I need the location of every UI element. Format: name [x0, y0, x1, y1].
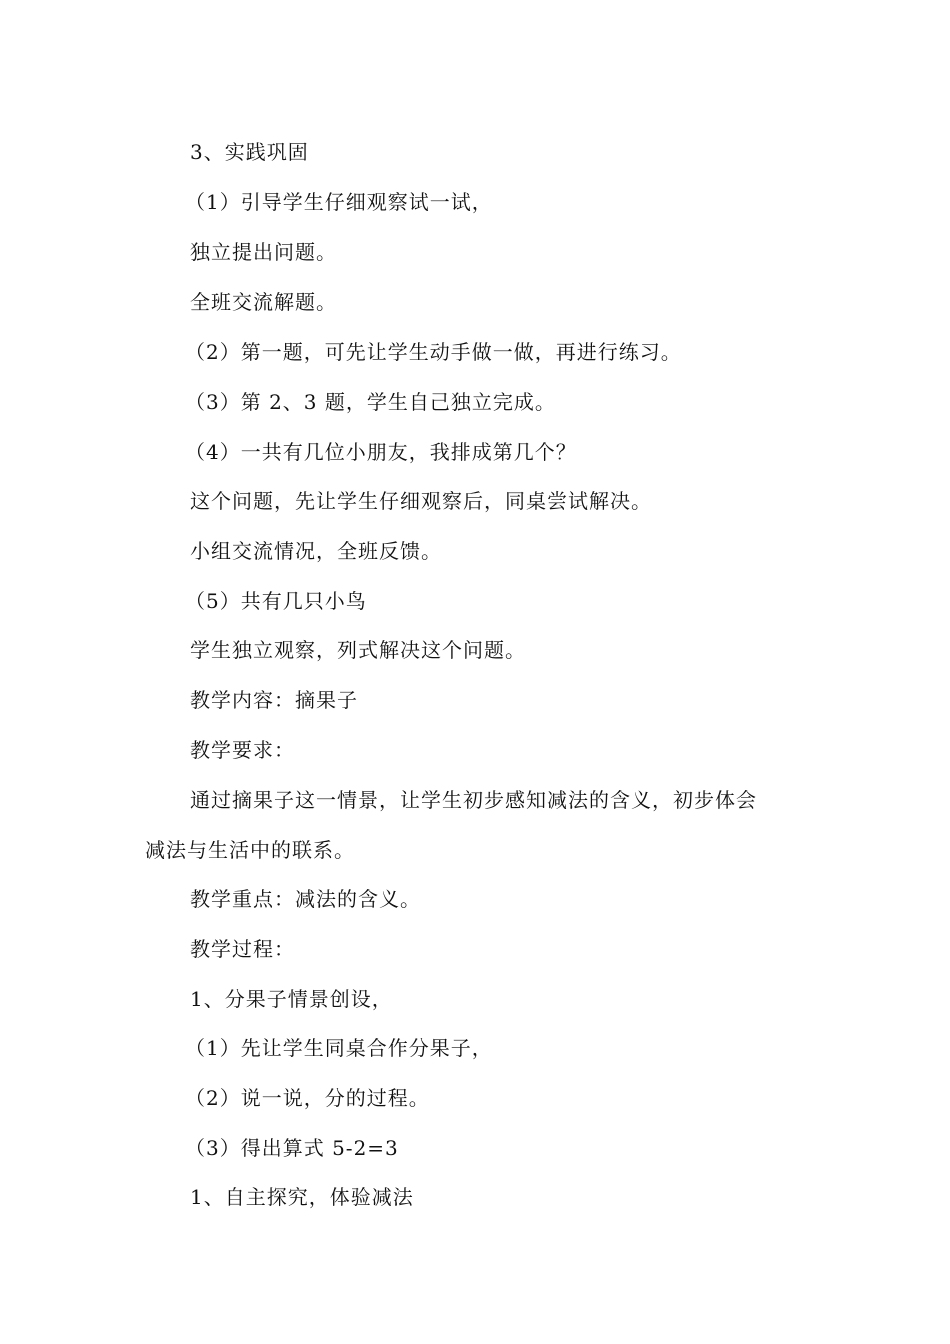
section-teaching-requirements: 教学要求：	[190, 738, 295, 762]
paragraph-line: 小组交流情况，全班反馈。	[190, 539, 442, 563]
section-teaching-content: 教学内容：摘果子	[190, 688, 358, 712]
paragraph-line: （3）得出算式 5-2=3	[185, 1136, 399, 1160]
paragraph-line: （2）说一说，分的过程。	[185, 1086, 430, 1110]
paragraph-line: 这个问题，先让学生仔细观察后，同桌尝试解决。	[190, 489, 652, 513]
paragraph-line: （3）第 2、3 题，学生自己独立完成。	[185, 390, 556, 414]
paragraph-line: （2）第一题，可先让学生动手做一做，再进行练习。	[185, 340, 682, 364]
paragraph-line: 学生独立观察，列式解决这个问题。	[190, 638, 526, 662]
section-teaching-focus: 教学重点：减法的含义。	[190, 887, 421, 911]
paragraph-line: （1）引导学生仔细观察试一试，	[185, 190, 493, 214]
heading-practice: 3、实践巩固	[190, 140, 309, 164]
paragraph-line: （4）一共有几位小朋友，我排成第几个？	[185, 440, 577, 464]
paragraph-line: 1、自主探究，体验减法	[190, 1185, 414, 1209]
paragraph-line: 全班交流解题。	[190, 290, 337, 314]
paragraph-line: 独立提出问题。	[190, 240, 337, 264]
paragraph-line: 减法与生活中的联系。	[145, 838, 355, 862]
paragraph-line: 1、分果子情景创设，	[190, 987, 393, 1011]
section-teaching-process: 教学过程：	[190, 937, 295, 961]
paragraph-line: （5）共有几只小鸟	[185, 589, 367, 613]
paragraph-line: 通过摘果子这一情景，让学生初步感知减法的含义，初步体会	[190, 788, 757, 812]
paragraph-line: （1）先让学生同桌合作分果子，	[185, 1036, 493, 1060]
